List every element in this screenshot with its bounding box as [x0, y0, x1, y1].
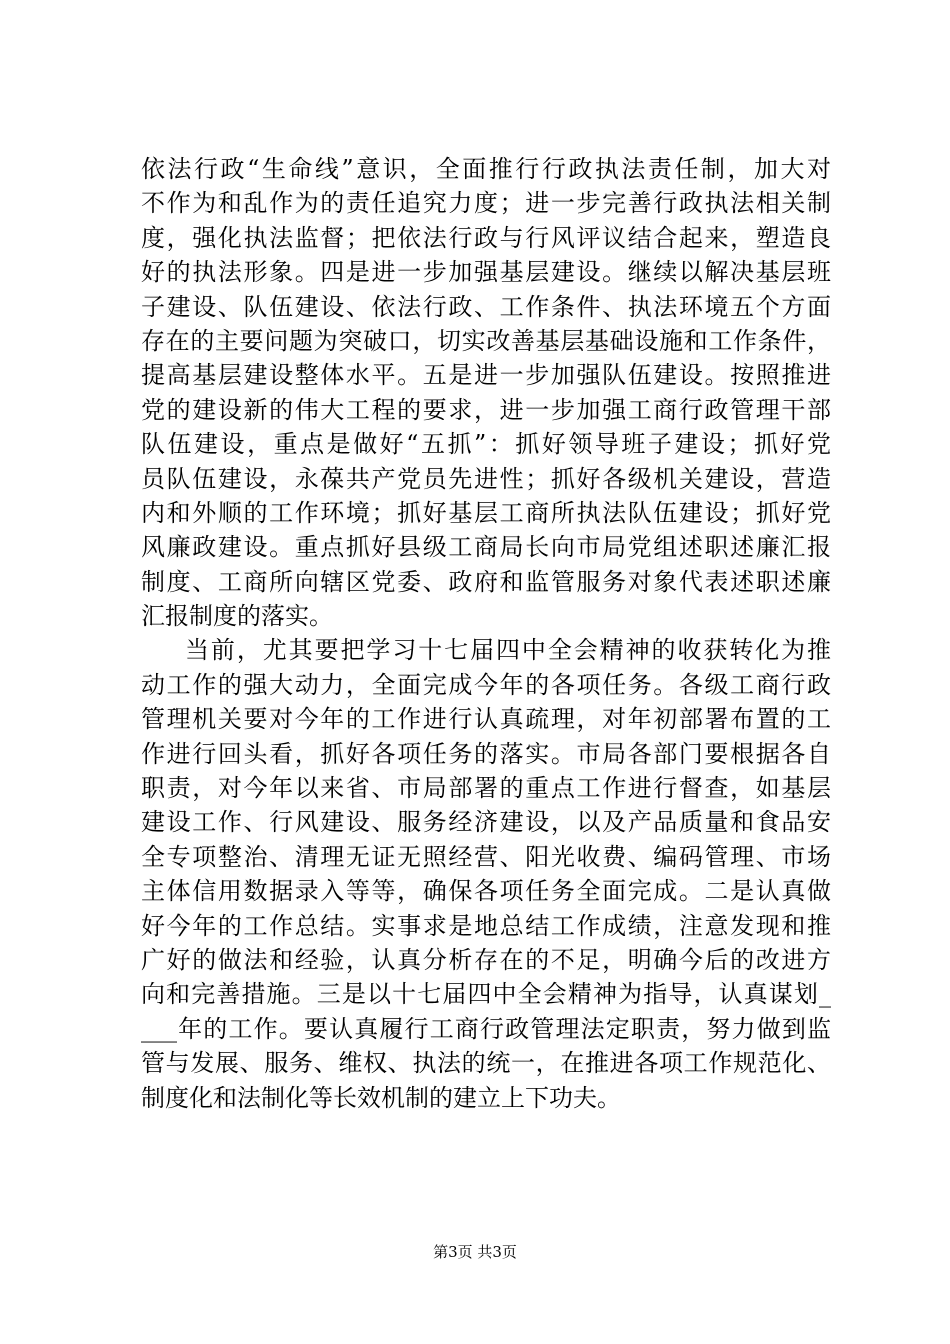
page-number-footer: 第3页 共3页	[433, 1243, 517, 1261]
text-line: 向和完善措施。三是以十七届四中全会精神为指导，认真谋划_	[141, 980, 831, 1009]
text-line: 全专项整治、清理无证无照经营、阳光收费、编码管理、市场	[141, 842, 831, 871]
text-line: 主体信用数据录入等等，确保各项任务全面完成。二是认真做	[141, 877, 831, 906]
text-line: 汇报制度的落实。	[141, 602, 333, 631]
text-line: 管与发展、服务、维权、执法的统一，在推进各项工作规范化、	[141, 1049, 831, 1078]
paragraph	[141, 633, 831, 1114]
text-line: 度，强化执法监督；把依法行政与行风评议结合起来，塑造良	[141, 223, 831, 252]
document-body	[141, 152, 831, 1115]
text-line: 制度、工商所向辖区党委、政府和监管服务对象代表述职述廉	[141, 567, 831, 596]
text-line: 队伍建设，重点是做好“五抓”：抓好领导班子建设；抓好党	[141, 430, 831, 459]
text-line: 当前，尤其要把学习十七届四中全会精神的收获转化为推	[185, 636, 831, 665]
text-line: ___年的工作。要认真履行工商行政管理法定职责，努力做到监	[141, 1014, 831, 1043]
text-line: 存在的主要问题为突破口，切实改善基层基础设施和工作条件，	[141, 326, 831, 355]
text-line: 不作为和乱作为的责任追究力度；进一步完善行政执法相关制	[141, 189, 831, 218]
text-line: 子建设、队伍建设、依法行政、工作条件、执法环境五个方面	[141, 292, 831, 321]
text-line: 建设工作、行风建设、服务经济建设，以及产品质量和食品安	[141, 808, 831, 837]
text-line: 动工作的强大动力，全面完成今年的各项任务。各级工商行政	[141, 670, 831, 699]
text-line: 管理机关要对今年的工作进行认真疏理，对年初部署布置的工	[141, 705, 831, 734]
text-line: 风廉政建设。重点抓好县级工商局长向市局党组述职述廉汇报	[141, 533, 831, 562]
text-line: 职责，对今年以来省、市局部署的重点工作进行督查，如基层	[141, 774, 831, 803]
text-line: 依法行政“生命线”意识，全面推行行政执法责任制，加大对	[141, 155, 831, 183]
text-line: 制度化和法制化等长效机制的建立上下功夫。	[141, 1083, 621, 1112]
text-line: 作进行回头看，抓好各项任务的落实。市局各部门要根据各自	[141, 739, 831, 768]
text-line: 员队伍建设，永葆共产党员先进性；抓好各级机关建设，营造	[141, 464, 831, 493]
text-line: 好今年的工作总结。实事求是地总结工作成绩，注意发现和推	[141, 911, 831, 940]
text-line: 内和外顺的工作环境；抓好基层工商所执法队伍建设；抓好党	[141, 498, 831, 527]
text-line: 广好的做法和经验，认真分析存在的不足，明确今后的改进方	[141, 945, 831, 974]
paragraph	[141, 152, 831, 633]
text-line: 党的建设新的伟大工程的要求，进一步加强工商行政管理干部	[141, 395, 831, 424]
text-line: 提高基层建设整体水平。五是进一步加强队伍建设。按照推进	[141, 361, 831, 390]
text-line: 好的执法形象。四是进一步加强基层建设。继续以解决基层班	[141, 258, 831, 287]
